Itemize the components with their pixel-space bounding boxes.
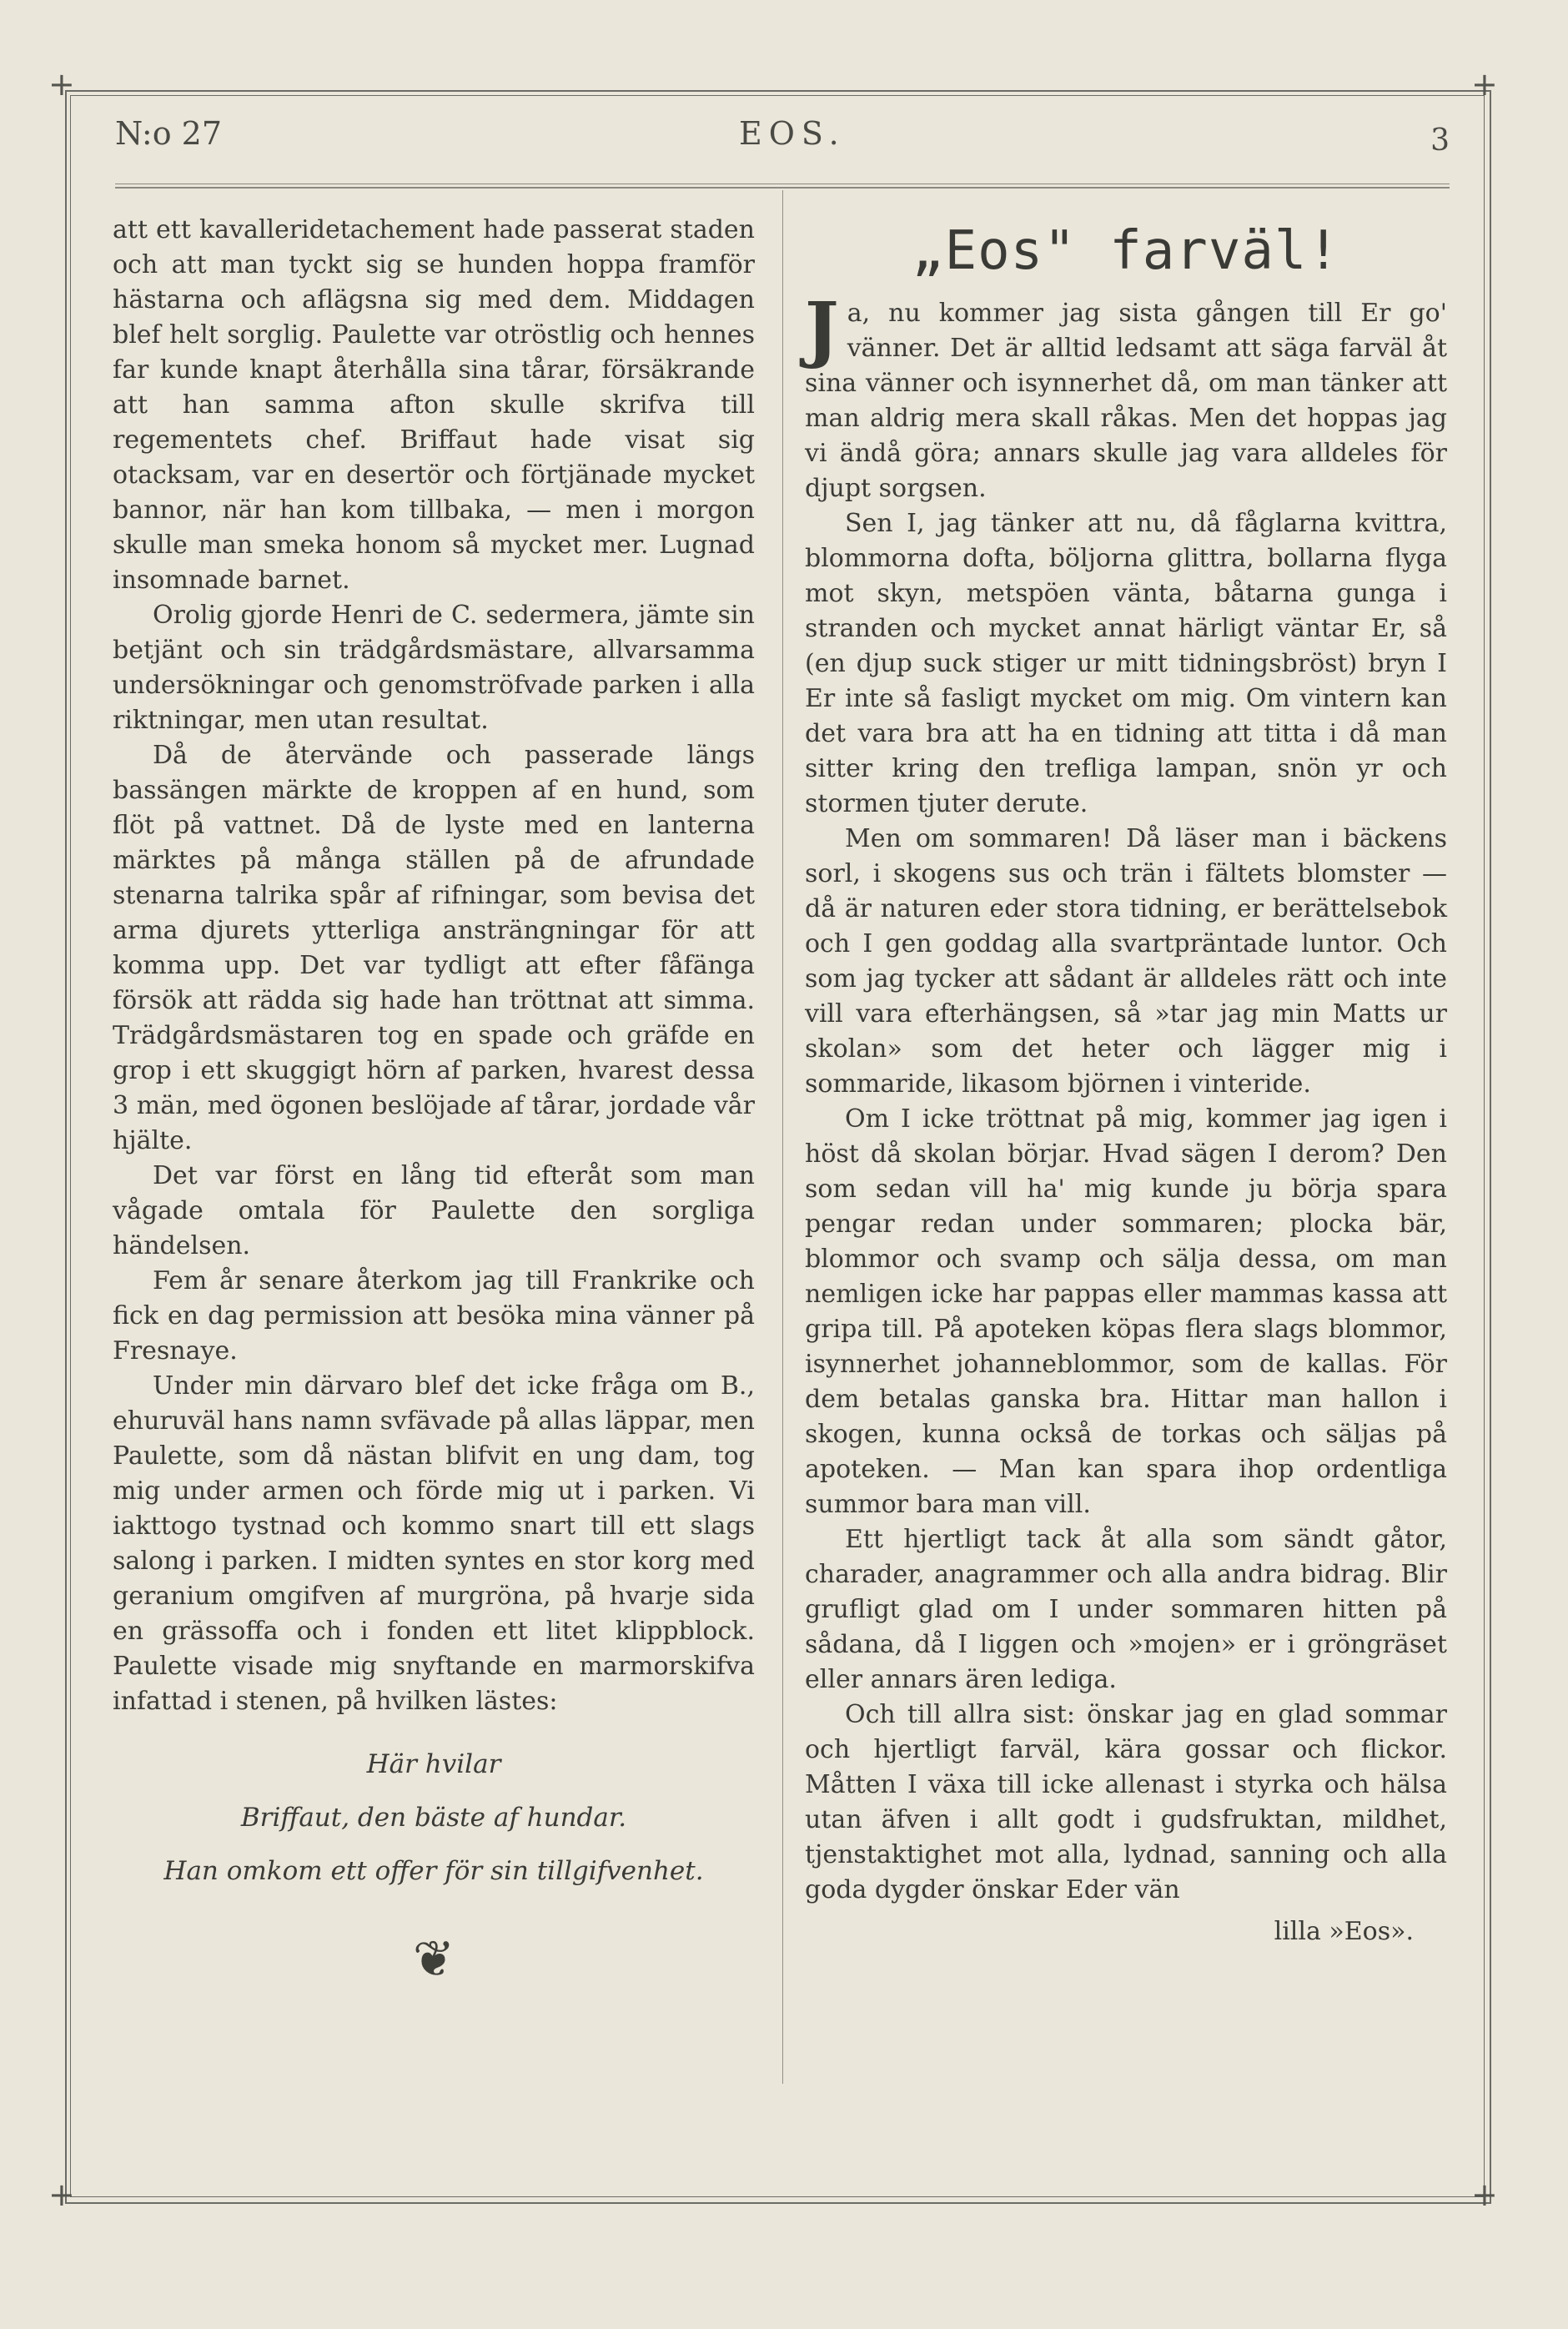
left-paragraph-6: Under min därvaro blef det icke fråga om B., ehuruväl hans namn svfävade på allas läppar, men Paulette, som då nästan blifvit en ung dam, tog mig under armen och förde mig ut i parken. Vi iakttogo tystnad och kommo snart till ett slags salong i parken. I midten syntes en stor korg med geranium omgifven af murgröna, på hvarje sida en grässoffa och i fonden ett litet klippblock. Paulette visade mig snyftande en marmorskifva infattad i stenen, på hvilken lästes:: [113, 1371, 755, 1716]
publication-title: EOS.: [739, 115, 846, 152]
left-paragraph-1: att ett kavalleridetachement hade passerat staden och att man tyckt sig se hunden hoppa framför hästarna och aflägsna sig med dem. Middagen blef helt sorglig. Paulette var otröstlig och hennes far kunde knapt återhålla sina tårar, försäkrande att han samma afton skulle skrifva till regementets chef. Briffaut hade visat sig otacksam, var en desertör och förtjänade mycket bannor, när han kom tillbaka, — men i morgon skulle man smeka honom så mycket mer. Lugnad insomnade barnet.: [113, 215, 755, 595]
epitaph: [113, 1738, 755, 1898]
column-divider: [782, 190, 783, 2084]
right-paragraph-4: Om I icke tröttnat på mig, kommer jag igen i höst då skolan börjar. Hvad sägen I derom? Den som sedan vill ha' mig kunde ju börja spara pengar redan under sommaren; plocka bär, blommor och svamp och sälja dessa, om man nemligen icke har pappas eller mammas kassa att gripa till. På apoteken köpas flera slags blommor, isynnerhet johanneblommor, som de kallas. För dem betalas ganska bra. Hittar man hallon i skogen, kunna också de torkas och säljas på apoteken. — Man kan spara ihop ordentliga summor bara man vill.: [805, 1104, 1447, 1519]
right-paragraph-1-text: a, nu kommer jag sista gången till Er go' vänner. Det är alltid ledsamt att säga farväl åt sina vänner och isynnerhet då, om man tänker att man aldrig mera skall råkas. Men det hoppas jag vi ändå göra; annars skulle jag vara alldeles för djupt sorgsen.: [805, 299, 1447, 503]
signature: lilla »Eos».: [1274, 1917, 1414, 1946]
left-paragraph-2: Orolig gjorde Henri de C. sedermera, jämte sin betjänt och sin trädgårdsmästare, allvarsamma undersökningar och genomströfvade parken i alla riktningar, men utan resultat.: [113, 601, 755, 735]
corner-ornament-bottom-left: +: [48, 2176, 75, 2213]
epitaph-line-1: Här hvilar: [366, 1749, 501, 1779]
right-paragraph-2: Sen I, jag tänker att nu, då fåglarna kvittra, blommorna dofta, böljorna glittra, bollarna flyga mot skyn, metspöen vänta, båtarna gunga i stranden och mycket annat härligt väntar Er, så (en djup suck stiger ur mitt tidningsbröst) bryn I Er inte så fasligt mycket om mig. Om vintern kan det vara bra att ha en tidning att titta i då man sitter kring den trefliga lampan, snön yr och stormen tjuter derute.: [805, 509, 1447, 818]
right-paragraph-3: Men om sommaren! Då läser man i bäckens sorl, i skogens sus och trän i fältets blomster — då är naturen eder stora tidning, er berättelsebok och I gen goddag alla svartpräntade luntor. Och som jag tycker att sådant är alldeles rätt och inte vill vara efterhängsen, så »tar jag min Matts ur skolan» som det heter och lägger mig i sommaride, likasom björnen i vinteride.: [805, 824, 1447, 1099]
page-number: 3: [1430, 123, 1450, 158]
right-column: [805, 213, 1447, 1949]
floral-ornament-icon: ❦: [412, 1930, 455, 1989]
left-paragraph-4: Det var först en lång tid efteråt som man vågade omtala för Paulette den sorgliga händelsen.: [113, 1161, 755, 1260]
left-paragraph-3: Då de återvände och passerade längs bassängen märkte de kroppen af en hund, som flöt på vattnet. Då de lyste med en lanterna märktes på många ställen på de afrundade stenarna talrika spår af rifningar, som bevisa det arma djurets ytterliga ansträngningar för att komma upp. Det var tydligt att efter fåfänga försök att rädda sig hade han tröttnat att simma. Trädgårdsmästaren tog en spade och gräfde en grop i ett skuggigt hörn af parken, hvarest dessa 3 män, med ögonen beslöjade af tårar, jordade vår hjälte.: [113, 741, 755, 1155]
epitaph-line-2: Briffaut, den bäste af hundar.: [240, 1803, 627, 1833]
article-title: „Eos" farväl!: [912, 220, 1340, 282]
left-paragraph-5: Fem år senare återkom jag till Frankrike och fick en dag permission att besöka mina vänner på Fresnaye.: [113, 1266, 755, 1366]
right-paragraph-6: Och till allra sist: önskar jag en glad sommar och hjertligt farväl, kära gossar och flickor. Måtten I växa till icke allenast i styrka och hälsa utan äfven i allt godt i gudsfruktan, mildhet, tjenstaktighet mot alla, lydnad, sanning och alla goda dygder önskar Eder vän: [805, 1700, 1447, 1904]
epitaph-line-3: Han omkom ett offer för sin tillgifvenhet.: [163, 1856, 704, 1886]
issue-number: N:o 27: [115, 115, 223, 152]
right-paragraph-1: [805, 287, 1447, 506]
corner-ornament-top-left: +: [48, 66, 75, 103]
running-header: [115, 108, 1450, 158]
header-rule-double: [115, 187, 1450, 189]
corner-ornament-top-right: +: [1471, 66, 1498, 103]
left-column: [113, 213, 755, 1989]
corner-ornament-bottom-right: +: [1471, 2176, 1498, 2213]
right-paragraph-5: Ett hjertligt tack åt alla som sändt gåtor, charader, anagrammer och alla andra bidrag. Blir grufligt glad om I under sommaren hitten på sådana, då I liggen och »mojen» er i gröngräset eller annars ären lediga.: [805, 1525, 1447, 1694]
drop-cap: J: [805, 287, 839, 371]
